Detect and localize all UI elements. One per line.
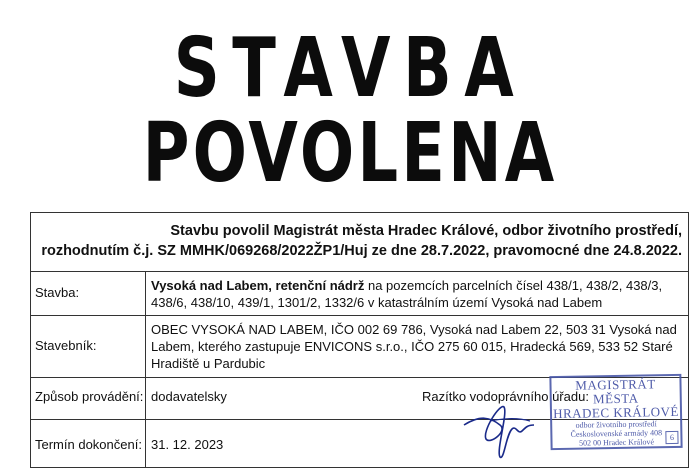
label-termin: Termín dokončení: [35, 437, 142, 452]
office-stamp [549, 374, 682, 450]
headline-povolena: POVOLENA [142, 106, 558, 201]
value-termin: 31. 12. 2023 [151, 437, 224, 452]
label-zpusob: Způsob provádění: [35, 389, 144, 404]
stavebnik-line-1: OBEC VYSOKÁ NAD LABEM, IČO 002 69 786, Vysoká nad Labem 22, 503 31 Vysoká nad [151, 322, 677, 337]
row-stavebnik [31, 316, 688, 378]
stavba-name: Vysoká nad Labem, retenční nádrž [151, 278, 365, 293]
stamp-number: 6 [665, 431, 678, 444]
stamp-line-5: 502 00 Hradec Králové [579, 437, 655, 448]
value-stavebnik [151, 321, 682, 372]
summary-line-2: rozhodnutím č.j. SZ MMHK/069268/2022ŽP1/Huj ze dne 28.7.2022, pravomocné dne 24.8.2022. [41, 243, 682, 259]
stamp-line-3: odbor životního prostředí [575, 419, 657, 430]
stamp-line-4: Československé armády 408 [570, 428, 663, 439]
permit-summary [31, 213, 688, 272]
headline-stavba: STAVBA [173, 21, 527, 116]
summary-line-1: Stavbu povolil Magistrát města Hradec Králové, odbor životního prostředí, [170, 223, 682, 239]
stavebnik-line-3: Hradiště u Pardubic [151, 356, 266, 371]
value-stavba [151, 277, 682, 311]
stamp-line-1: MAGISTRÁT MĚSTA [575, 376, 656, 407]
stamp-line-2: HRADEC KRÁLOVÉ [552, 403, 680, 422]
stavba-parcels-1: na pozemcích parcelních čísel 438/1, 438/2, 438/3, [364, 278, 663, 293]
label-stavebnik: Stavebník: [35, 338, 97, 353]
label-stavba: Stavba: [35, 285, 80, 300]
stavba-parcels-2: 438/6, 438/10, 439/1, 1301/2, 1332/6 v katastrálním území Vysoká nad Labem [151, 295, 603, 310]
row-stavba [31, 272, 688, 316]
stavebnik-line-2: Labem, kterého zastupuje ENVICONS s.r.o., IČO 275 60 015, Hradecká 569, 533 52 Staré [151, 339, 673, 354]
stamp-label: Razítko vodoprávního úřadu: [422, 389, 589, 404]
signature-image [460, 395, 550, 465]
value-zpusob: dodavatelsky [151, 389, 227, 404]
